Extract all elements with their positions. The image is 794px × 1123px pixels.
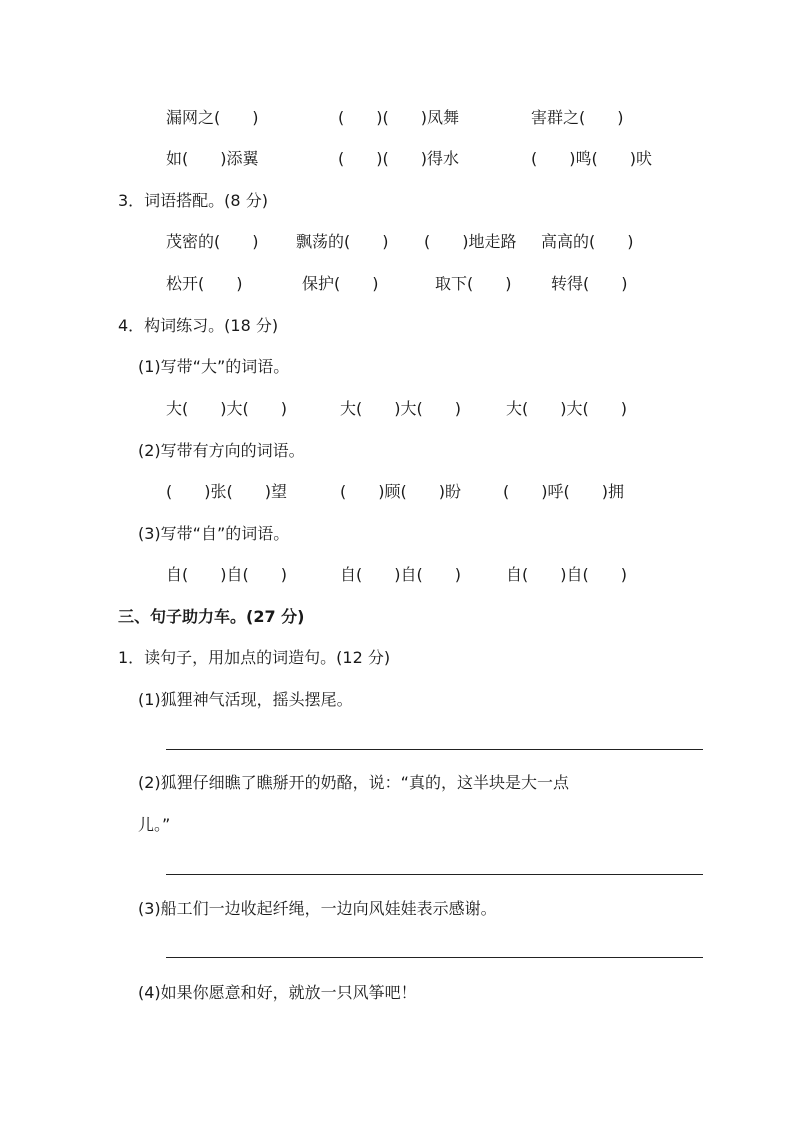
idiom-2-1: 如( )添翼 <box>166 149 259 168</box>
q4-sub3-item3: 自( )自( ) <box>506 565 627 584</box>
q4-title: 4．构词练习。(18 分) <box>118 316 279 335</box>
sentence-4: (4)如果你愿意和好，就放一只风筝吧！ <box>138 983 417 1002</box>
q3-row1-item1: 茂密的( ) <box>166 232 259 251</box>
q4-sub2-item1: ( )张( )望 <box>166 482 287 501</box>
q4-sub2-label: (2)写带有方向的词语。 <box>138 441 305 460</box>
q3-row2-item3: 取下( ) <box>435 274 512 293</box>
q4-sub1-item2: 大( )大( ) <box>340 399 461 418</box>
answer-line-2[interactable] <box>166 874 703 875</box>
idiom-2-3: ( )鸣( )吠 <box>531 149 652 168</box>
answer-line-1[interactable] <box>166 749 703 750</box>
q3-row1-item3: ( )地走路 <box>424 232 517 251</box>
s3-q1-title: 1．读句子，用加点的词造句。(12 分) <box>118 648 391 667</box>
q3-title: 3．词语搭配。(8 分) <box>118 191 268 210</box>
idiom-2-2: ( )( )得水 <box>338 149 459 168</box>
section3-title: 三、句子助力车。(27 分) <box>118 607 305 626</box>
sentence-2-line1: (2)狐狸仔细瞧了瞧掰开的奶酪，说：“真的，这半块是大一点 <box>138 773 569 792</box>
q3-row2-item4: 转得( ) <box>551 274 628 293</box>
q4-sub1-label: (1)写带“大”的词语。 <box>138 357 290 376</box>
q3-row2-item1: 松开( ) <box>166 274 243 293</box>
q3-row1-item4: 高高的( ) <box>541 232 634 251</box>
idiom-1-3: 害群之( ) <box>531 108 624 127</box>
q4-sub1-item3: 大( )大( ) <box>506 399 627 418</box>
sentence-2-line2: 儿。” <box>138 815 171 834</box>
answer-line-3[interactable] <box>166 957 703 958</box>
sentence-1: (1)狐狸神气活现，摇头摆尾。 <box>138 690 353 709</box>
q3-row2-item2: 保护( ) <box>302 274 379 293</box>
q4-sub3-item1: 自( )自( ) <box>166 565 287 584</box>
idiom-1-1: 漏网之( ) <box>166 108 259 127</box>
q4-sub2-item3: ( )呼( )拥 <box>503 482 624 501</box>
sentence-3: (3)船工们一边收起纤绳，一边向风娃娃表示感谢。 <box>138 899 497 918</box>
q4-sub2-item2: ( )顾( )盼 <box>340 482 461 501</box>
q3-row1-item2: 飘荡的( ) <box>296 232 389 251</box>
q4-sub3-label: (3)写带“自”的词语。 <box>138 524 290 543</box>
idiom-1-2: ( )( )凤舞 <box>338 108 459 127</box>
q4-sub1-item1: 大( )大( ) <box>166 399 287 418</box>
q4-sub3-item2: 自( )自( ) <box>340 565 461 584</box>
